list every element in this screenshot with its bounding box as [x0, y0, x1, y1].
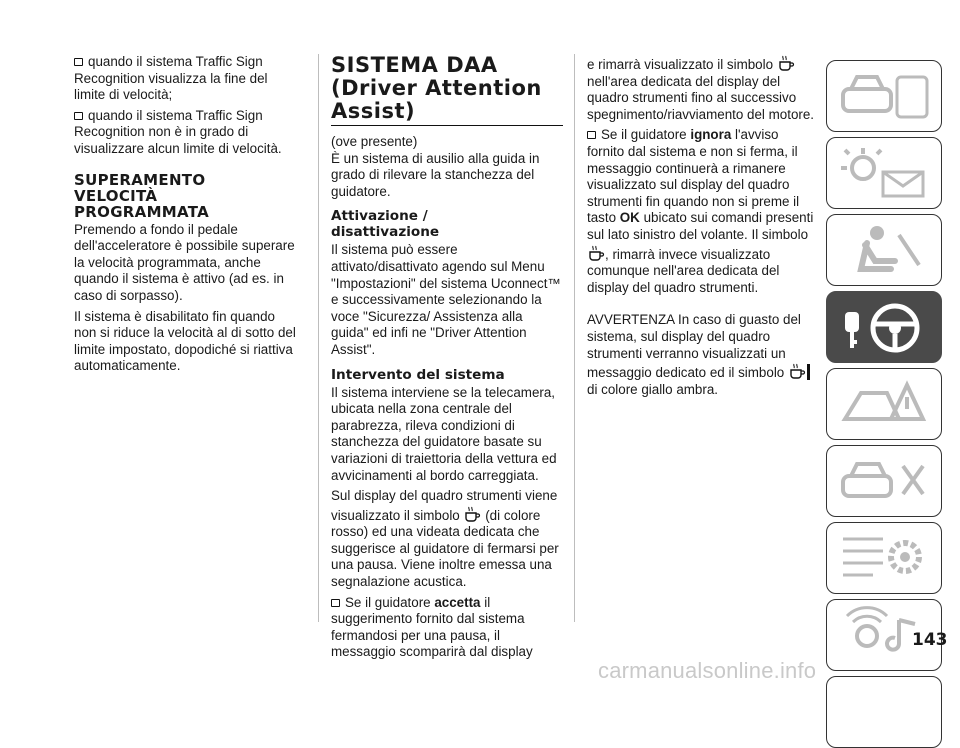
body-paragraph: Il sistema è disabilitato fin quando non si riduce la velocità al di sotto del limite impostato, dopodiché si riattiva automaticamente. [74, 308, 296, 374]
airbag-seat-icon [837, 221, 933, 281]
tab-warning-lights[interactable] [826, 137, 942, 209]
availability-note: (ove presente) [331, 134, 418, 149]
coffee-cup-icon [587, 244, 605, 262]
section-heading: Attivazione / disattivazione [331, 208, 440, 241]
tab-starting-driving[interactable] [826, 291, 942, 363]
body-paragraph: e rimarrà visualizzato il simbolo nell'area dedicata del display del quadro strumenti fino al successivo spegnimento/riavviamento del motore. [587, 54, 819, 123]
column-divider [318, 54, 319, 622]
bullet-paragraph: Se il guidatore ignora l'avviso fornito dal sistema e non si ferma, il messaggio continuerà a rimanere visualizzato sul display del quadro strumenti fin quando non si preme il tasto OK ubicato sui comandi presenti sul lato sinistro del volante. Il simbolo , rimarrà invece visualizzato comunque nell'area dedicata del display del quadro strumenti. [587, 127, 814, 295]
bullet-paragraph: quando il sistema Traffic Sign Recognition non è in grado di visualizzare alcun limite di velocità. [74, 107, 282, 156]
checkbox-bullet-icon [74, 112, 83, 120]
column-divider [574, 54, 575, 622]
alphabetical-index-icon [837, 683, 933, 743]
tab-technical-data[interactable] [826, 522, 942, 594]
car-dashboard-icon [837, 67, 933, 127]
body-paragraph: Il sistema interviene se la telecamera, ubicata nella zona centrale del parabrezza, rileva condizioni di stanchezza del guidatore basate su variazioni di traiettoria della vettura ed avvicinamenti al bordo carreggiata. [331, 384, 557, 483]
ok-key-label: OK [619, 210, 640, 226]
failure-bar-icon [807, 364, 810, 380]
section-heading: Intervento del sistema [331, 366, 505, 383]
car-breakdown-icon [837, 375, 933, 435]
column-2 [331, 54, 563, 665]
tab-emergency[interactable] [826, 368, 942, 440]
body-paragraph: Premendo a fondo il pedale dell'acceleratore è possibile superare la velocità programmata, anche quando il sistema è attivo (ad es. in caso di sorpasso). [74, 221, 295, 303]
body-paragraph: Sul display del quadro strumenti viene visualizzato il simbolo (di colore rosso) ed una videata dedicata che suggerisce al guidatore di fermarsi per una pausa. Viene inoltre emessa una segnalazione acustica. [331, 488, 559, 590]
settings-list-icon [837, 529, 933, 589]
tab-maintenance[interactable] [826, 445, 942, 517]
column-1 [74, 54, 298, 379]
section-heading: SUPERAMENTO VELOCITÀ PROGRAMMATA [74, 170, 210, 221]
tab-index[interactable] [826, 676, 942, 748]
page-number: 143 [912, 630, 948, 650]
coffee-cup-icon [463, 505, 481, 523]
column-3 [587, 54, 819, 402]
body-paragraph: È un sistema di ausilio alla guida in grado di rilevare la stanchezza del guidatore. [331, 150, 540, 199]
body-paragraph: Il sistema può essere attivato/disattivato agendo sul Menu "Impostazioni" del sistema Uconnect™ e successivamente selezionando la voce "Sicurezza/ Assistenza alla guida" ed infi ne "Driver Attention Assist". [331, 242, 561, 357]
checkbox-bullet-icon [587, 131, 596, 139]
tab-safety[interactable] [826, 214, 942, 286]
bullet-paragraph: Se il guidatore accetta il suggerimento fornito dal sistema fermandosi per una pausa, il messaggio scomparirà dal display [331, 594, 533, 660]
coffee-cup-icon [777, 54, 795, 72]
tab-dashboard[interactable] [826, 60, 942, 132]
bullet-paragraph: quando il sistema Traffic Sign Recognition visualizza la fine del limite di velocità; [74, 54, 268, 103]
warning-lights-icon [837, 144, 933, 204]
page-title: SISTEMA DAA (Driver Attention Assist) [331, 54, 563, 126]
car-maintenance-icon [837, 452, 933, 512]
warning-paragraph: AVVERTENZA In caso di guasto del sistema, sul display del quadro strumenti verranno visualizzati un messaggio dedicato ed il simbolo di colore giallo ambra. [587, 312, 819, 398]
watermark: carmanualsonline.info [598, 658, 817, 683]
steering-wheel-key-icon [837, 298, 933, 358]
coffee-cup-icon [788, 362, 806, 380]
checkbox-bullet-icon [331, 599, 340, 607]
checkbox-bullet-icon [74, 58, 83, 66]
